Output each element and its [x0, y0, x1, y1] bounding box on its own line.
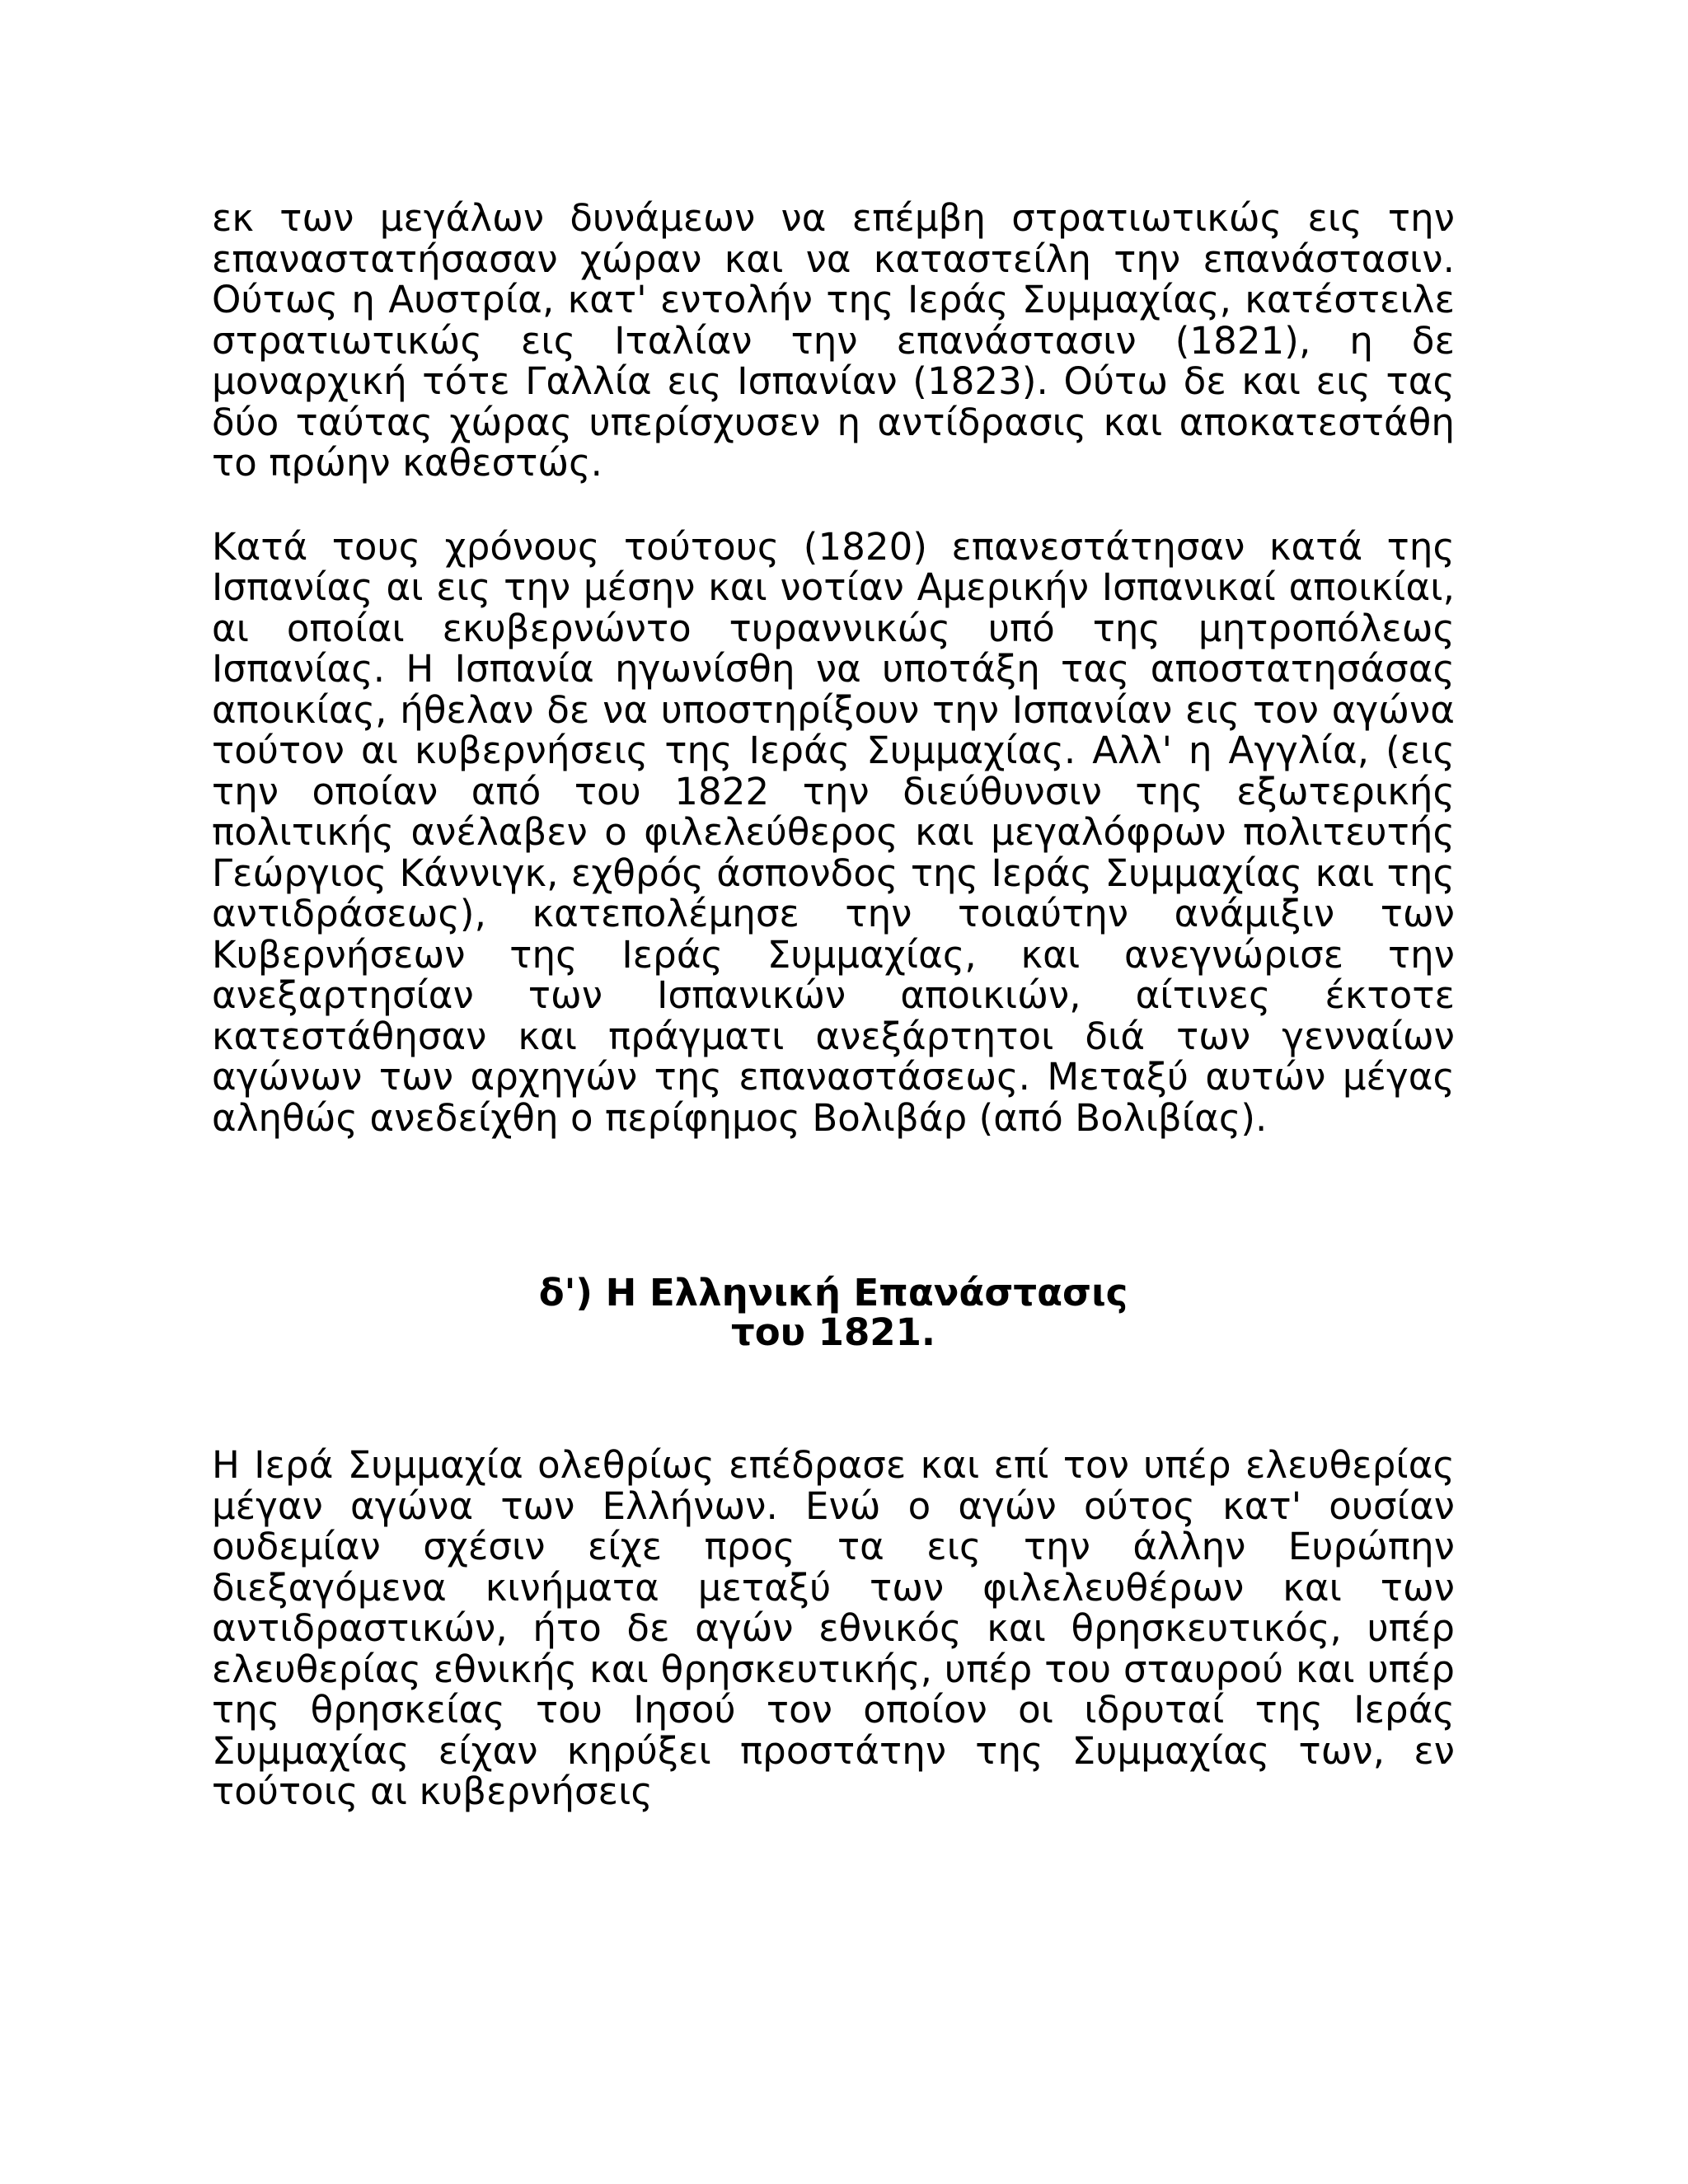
section-heading-line-2: του 1821.	[730, 1310, 936, 1354]
document-page	[212, 198, 1455, 1812]
section-heading	[212, 1273, 1455, 1352]
section-heading-line-1: δ') Η Ελληνική Επανάστασις	[538, 1271, 1128, 1315]
paragraph-1: εκ των μεγάλων δυνάμεων να επέμβη στρατιωτικώς εις την επαναστατήσασαν χώραν και να καταστείλη την επανάστασιν. Ούτως η Αυστρία, κατ' εντολήν της Ιεράς Συμμαχίας, κατέστειλε στρατιωτικώς εις Ιταλίαν την επανάστασιν (1821), η δε μοναρχική τότε Γαλλία εις Ισπανίαν (1823). Ούτω δε και εις τας δύο ταύτας χώρας υπερίσχυσεν η αντίδρασις και αποκατεστάθη το πρώην καθεστώς.	[212, 196, 1455, 485]
paragraph-2: Κατά τους χρόνους τούτους (1820) επανεστάτησαν κατά της Ισπανίας αι εις την μέσην και νοτίαν Αμερικήν Ισπανικαί αποικίαι, αι οποίαι εκυβερνώντο τυραννικώς υπό της μητροπόλεως Ισπανίας. Η Ισπανία ηγωνίσθη να υποτάξη τας αποστατησάσας αποικίας, ήθελαν δε να υποστηρίξουν την Ισπανίαν εις τον αγώνα τούτον αι κυβερνήσεις της Ιεράς Συμμαχίας. Αλλ' η Αγγλία, (εις την οποίαν από του 1822 την διεύθυνσιν της εξωτερικής πολιτικής ανέλαβεν ο φιλελεύθερος και μεγαλόφρων πολιτευτής Γεώργιος Κάννιγκ, εχθρός άσπονδος της Ιεράς Συμμαχίας και της αντιδράσεως), κατεπολέμησε την τοιαύτην ανάμιξιν των Κυβερνήσεων της Ιεράς Συμμαχίας, και ανεγνώρισε την ανεξαρτησίαν των Ισπανικών αποικιών, αίτινες έκτοτε κατεστάθησαν και πράγματι ανεξάρτητοι διά των γενναίων αγώνων των αρχηγών της επαναστάσεως. Μεταξύ αυτών μέγας αληθώς ανεδείχθη ο περίφημος Βολιβάρ (από Βολιβίας).	[212, 524, 1455, 1140]
paragraph-3: Η Ιερά Συμμαχία ολεθρίως επέδρασε και επί τον υπέρ ελευθερίας μέγαν αγώνα των Ελλήνων. Ενώ ο αγών ούτος κατ' ουσίαν ουδεμίαν σχέσιν είχε προς τα εις την άλλην Ευρώπην διεξαγόμενα κινήματα μεταξύ των φιλελευθέρων και των αντιδραστικών, ήτο δε αγών εθνικός και θρησκευτικός, υπέρ ελευθερίας εθνικής και θρησκευτικής, υπέρ του σταυρού και υπέρ της θρησκείας του Ιησού τον οποίον οι ιδρυταί της Ιεράς Συμμαχίας είχαν κηρύξει προστάτην της Συμμαχίας των, εν τούτοις αι κυβερνήσεις	[212, 1443, 1455, 1813]
